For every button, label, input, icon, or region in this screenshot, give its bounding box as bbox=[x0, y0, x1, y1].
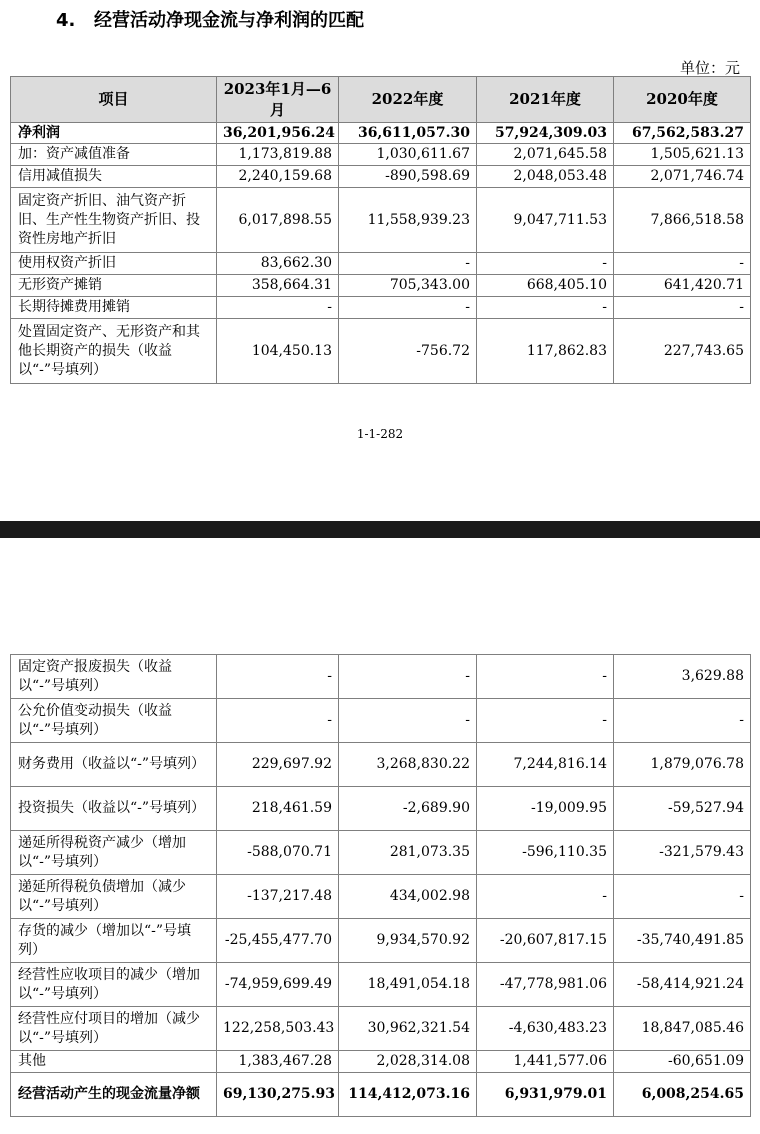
row-value: - bbox=[217, 297, 339, 319]
table-row bbox=[11, 319, 751, 384]
row-label: 财务费用（收益以“-”号填列） bbox=[11, 743, 217, 787]
row-value: 117,862.83 bbox=[477, 319, 614, 384]
row-value: 30,962,321.54 bbox=[339, 1007, 477, 1051]
row-value: -74,959,699.49 bbox=[217, 963, 339, 1007]
row-value: 2,240,159.68 bbox=[217, 166, 339, 188]
table-row bbox=[11, 787, 751, 831]
row-label: 经营活动产生的现金流量净额 bbox=[11, 1073, 217, 1117]
table-row bbox=[11, 275, 751, 297]
table-row bbox=[11, 655, 751, 699]
table-row bbox=[11, 188, 751, 253]
row-value: 1,505,621.13 bbox=[614, 144, 751, 166]
row-value: 7,866,518.58 bbox=[614, 188, 751, 253]
row-value: 434,002.98 bbox=[339, 875, 477, 919]
row-label: 投资损失（收益以“-”号填列） bbox=[11, 787, 217, 831]
table-row bbox=[11, 875, 751, 919]
row-value: -2,689.90 bbox=[339, 787, 477, 831]
row-value: 227,743.65 bbox=[614, 319, 751, 384]
row-label: 递延所得税负债增加（减少以“-”号填列） bbox=[11, 875, 217, 919]
table-row bbox=[11, 1007, 751, 1051]
row-label: 长期待摊费用摊销 bbox=[11, 297, 217, 319]
row-value: 705,343.00 bbox=[339, 275, 477, 297]
table-header-row bbox=[11, 77, 751, 123]
section-number: 4. bbox=[56, 10, 76, 31]
table-row bbox=[11, 743, 751, 787]
table-row bbox=[11, 123, 751, 144]
row-value: 104,450.13 bbox=[217, 319, 339, 384]
section-title: 经营活动净现金流与净利润的匹配 bbox=[94, 10, 364, 31]
row-value: 36,201,956.24 bbox=[217, 123, 339, 144]
row-value: 67,562,583.27 bbox=[614, 123, 751, 144]
row-value: -47,778,981.06 bbox=[477, 963, 614, 1007]
row-value: - bbox=[477, 875, 614, 919]
section-heading bbox=[56, 6, 364, 32]
row-value: -588,070.71 bbox=[217, 831, 339, 875]
row-value: 9,934,570.92 bbox=[339, 919, 477, 963]
row-value: 2,071,645.58 bbox=[477, 144, 614, 166]
table-row bbox=[11, 831, 751, 875]
row-value: - bbox=[217, 655, 339, 699]
row-value: 18,847,085.46 bbox=[614, 1007, 751, 1051]
row-value: - bbox=[477, 253, 614, 275]
row-label: 信用减值损失 bbox=[11, 166, 217, 188]
row-value: -58,414,921.24 bbox=[614, 963, 751, 1007]
row-label: 处置固定资产、无形资产和其他长期资产的损失（收益以“-”号填列） bbox=[11, 319, 217, 384]
row-value: 668,405.10 bbox=[477, 275, 614, 297]
row-label: 固定资产报废损失（收益以“-”号填列） bbox=[11, 655, 217, 699]
row-value: - bbox=[339, 655, 477, 699]
row-value: 9,047,711.53 bbox=[477, 188, 614, 253]
header-period-2022: 2022年度 bbox=[339, 77, 477, 123]
row-label: 存货的减少（增加以“-”号填列） bbox=[11, 919, 217, 963]
header-period-2021: 2021年度 bbox=[477, 77, 614, 123]
row-value: 2,028,314.08 bbox=[339, 1051, 477, 1073]
row-value: -20,607,817.15 bbox=[477, 919, 614, 963]
table-row bbox=[11, 963, 751, 1007]
row-value: - bbox=[614, 875, 751, 919]
row-value: 358,664.31 bbox=[217, 275, 339, 297]
row-value: - bbox=[339, 253, 477, 275]
row-label: 经营性应收项目的减少（增加以“-”号填列） bbox=[11, 963, 217, 1007]
row-value: - bbox=[339, 297, 477, 319]
row-value: 6,008,254.65 bbox=[614, 1073, 751, 1117]
row-value: - bbox=[477, 699, 614, 743]
row-value: - bbox=[217, 699, 339, 743]
row-value: 1,879,076.78 bbox=[614, 743, 751, 787]
row-value: -321,579.43 bbox=[614, 831, 751, 875]
row-value: 218,461.59 bbox=[217, 787, 339, 831]
cashflow-table-top bbox=[10, 76, 751, 384]
unit-label: 单位：元 bbox=[679, 59, 740, 77]
row-value: -137,217.48 bbox=[217, 875, 339, 919]
row-label: 经营性应付项目的增加（减少以“-”号填列） bbox=[11, 1007, 217, 1051]
table-row bbox=[11, 1073, 751, 1117]
row-value: -25,455,477.70 bbox=[217, 919, 339, 963]
row-value: 2,048,053.48 bbox=[477, 166, 614, 188]
row-label: 无形资产摊销 bbox=[11, 275, 217, 297]
row-value: - bbox=[614, 253, 751, 275]
row-label: 加：资产减值准备 bbox=[11, 144, 217, 166]
row-label: 其他 bbox=[11, 1051, 217, 1073]
row-value: 11,558,939.23 bbox=[339, 188, 477, 253]
row-label: 使用权资产折旧 bbox=[11, 253, 217, 275]
row-value: - bbox=[614, 699, 751, 743]
row-value: - bbox=[477, 297, 614, 319]
row-value: 1,173,819.88 bbox=[217, 144, 339, 166]
row-value: 3,629.88 bbox=[614, 655, 751, 699]
row-value: -19,009.95 bbox=[477, 787, 614, 831]
row-value: 7,244,816.14 bbox=[477, 743, 614, 787]
row-label: 公允价值变动损失（收益以“-”号填列） bbox=[11, 699, 217, 743]
row-value: 122,258,503.43 bbox=[217, 1007, 339, 1051]
row-value: 18,491,054.18 bbox=[339, 963, 477, 1007]
table-row bbox=[11, 166, 751, 188]
cashflow-table-bottom bbox=[10, 654, 751, 1117]
row-value: 3,268,830.22 bbox=[339, 743, 477, 787]
header-period-2023h1: 2023年1月—6月 bbox=[217, 77, 339, 123]
table-row bbox=[11, 1051, 751, 1073]
table-row bbox=[11, 919, 751, 963]
row-value: 36,611,057.30 bbox=[339, 123, 477, 144]
row-value: -756.72 bbox=[339, 319, 477, 384]
row-value: -890,598.69 bbox=[339, 166, 477, 188]
row-value: 114,412,073.16 bbox=[339, 1073, 477, 1117]
row-label: 净利润 bbox=[11, 123, 217, 144]
row-value: 2,071,746.74 bbox=[614, 166, 751, 188]
page-number: 1-1-282 bbox=[356, 427, 404, 441]
header-item: 项目 bbox=[11, 77, 217, 123]
page-divider bbox=[0, 521, 760, 538]
table-row bbox=[11, 297, 751, 319]
row-value: - bbox=[477, 655, 614, 699]
row-value: -4,630,483.23 bbox=[477, 1007, 614, 1051]
row-value: -596,110.35 bbox=[477, 831, 614, 875]
table-row bbox=[11, 699, 751, 743]
row-value: - bbox=[614, 297, 751, 319]
row-value: 69,130,275.93 bbox=[217, 1073, 339, 1117]
row-value: 229,697.92 bbox=[217, 743, 339, 787]
table-row bbox=[11, 253, 751, 275]
row-value: 1,030,611.67 bbox=[339, 144, 477, 166]
row-value: 83,662.30 bbox=[217, 253, 339, 275]
row-value: -35,740,491.85 bbox=[614, 919, 751, 963]
table-row bbox=[11, 144, 751, 166]
row-value: 6,931,979.01 bbox=[477, 1073, 614, 1117]
row-label: 递延所得税资产减少（增加以“-”号填列） bbox=[11, 831, 217, 875]
row-value: 1,383,467.28 bbox=[217, 1051, 339, 1073]
row-label: 固定资产折旧、油气资产折旧、生产性生物资产折旧、投资性房地产折旧 bbox=[11, 188, 217, 253]
row-value: 57,924,309.03 bbox=[477, 123, 614, 144]
row-value: -59,527.94 bbox=[614, 787, 751, 831]
header-period-2020: 2020年度 bbox=[614, 77, 751, 123]
row-value: -60,651.09 bbox=[614, 1051, 751, 1073]
row-value: 1,441,577.06 bbox=[477, 1051, 614, 1073]
row-value: 641,420.71 bbox=[614, 275, 751, 297]
row-value: 6,017,898.55 bbox=[217, 188, 339, 253]
row-value: 281,073.35 bbox=[339, 831, 477, 875]
row-value: - bbox=[339, 699, 477, 743]
